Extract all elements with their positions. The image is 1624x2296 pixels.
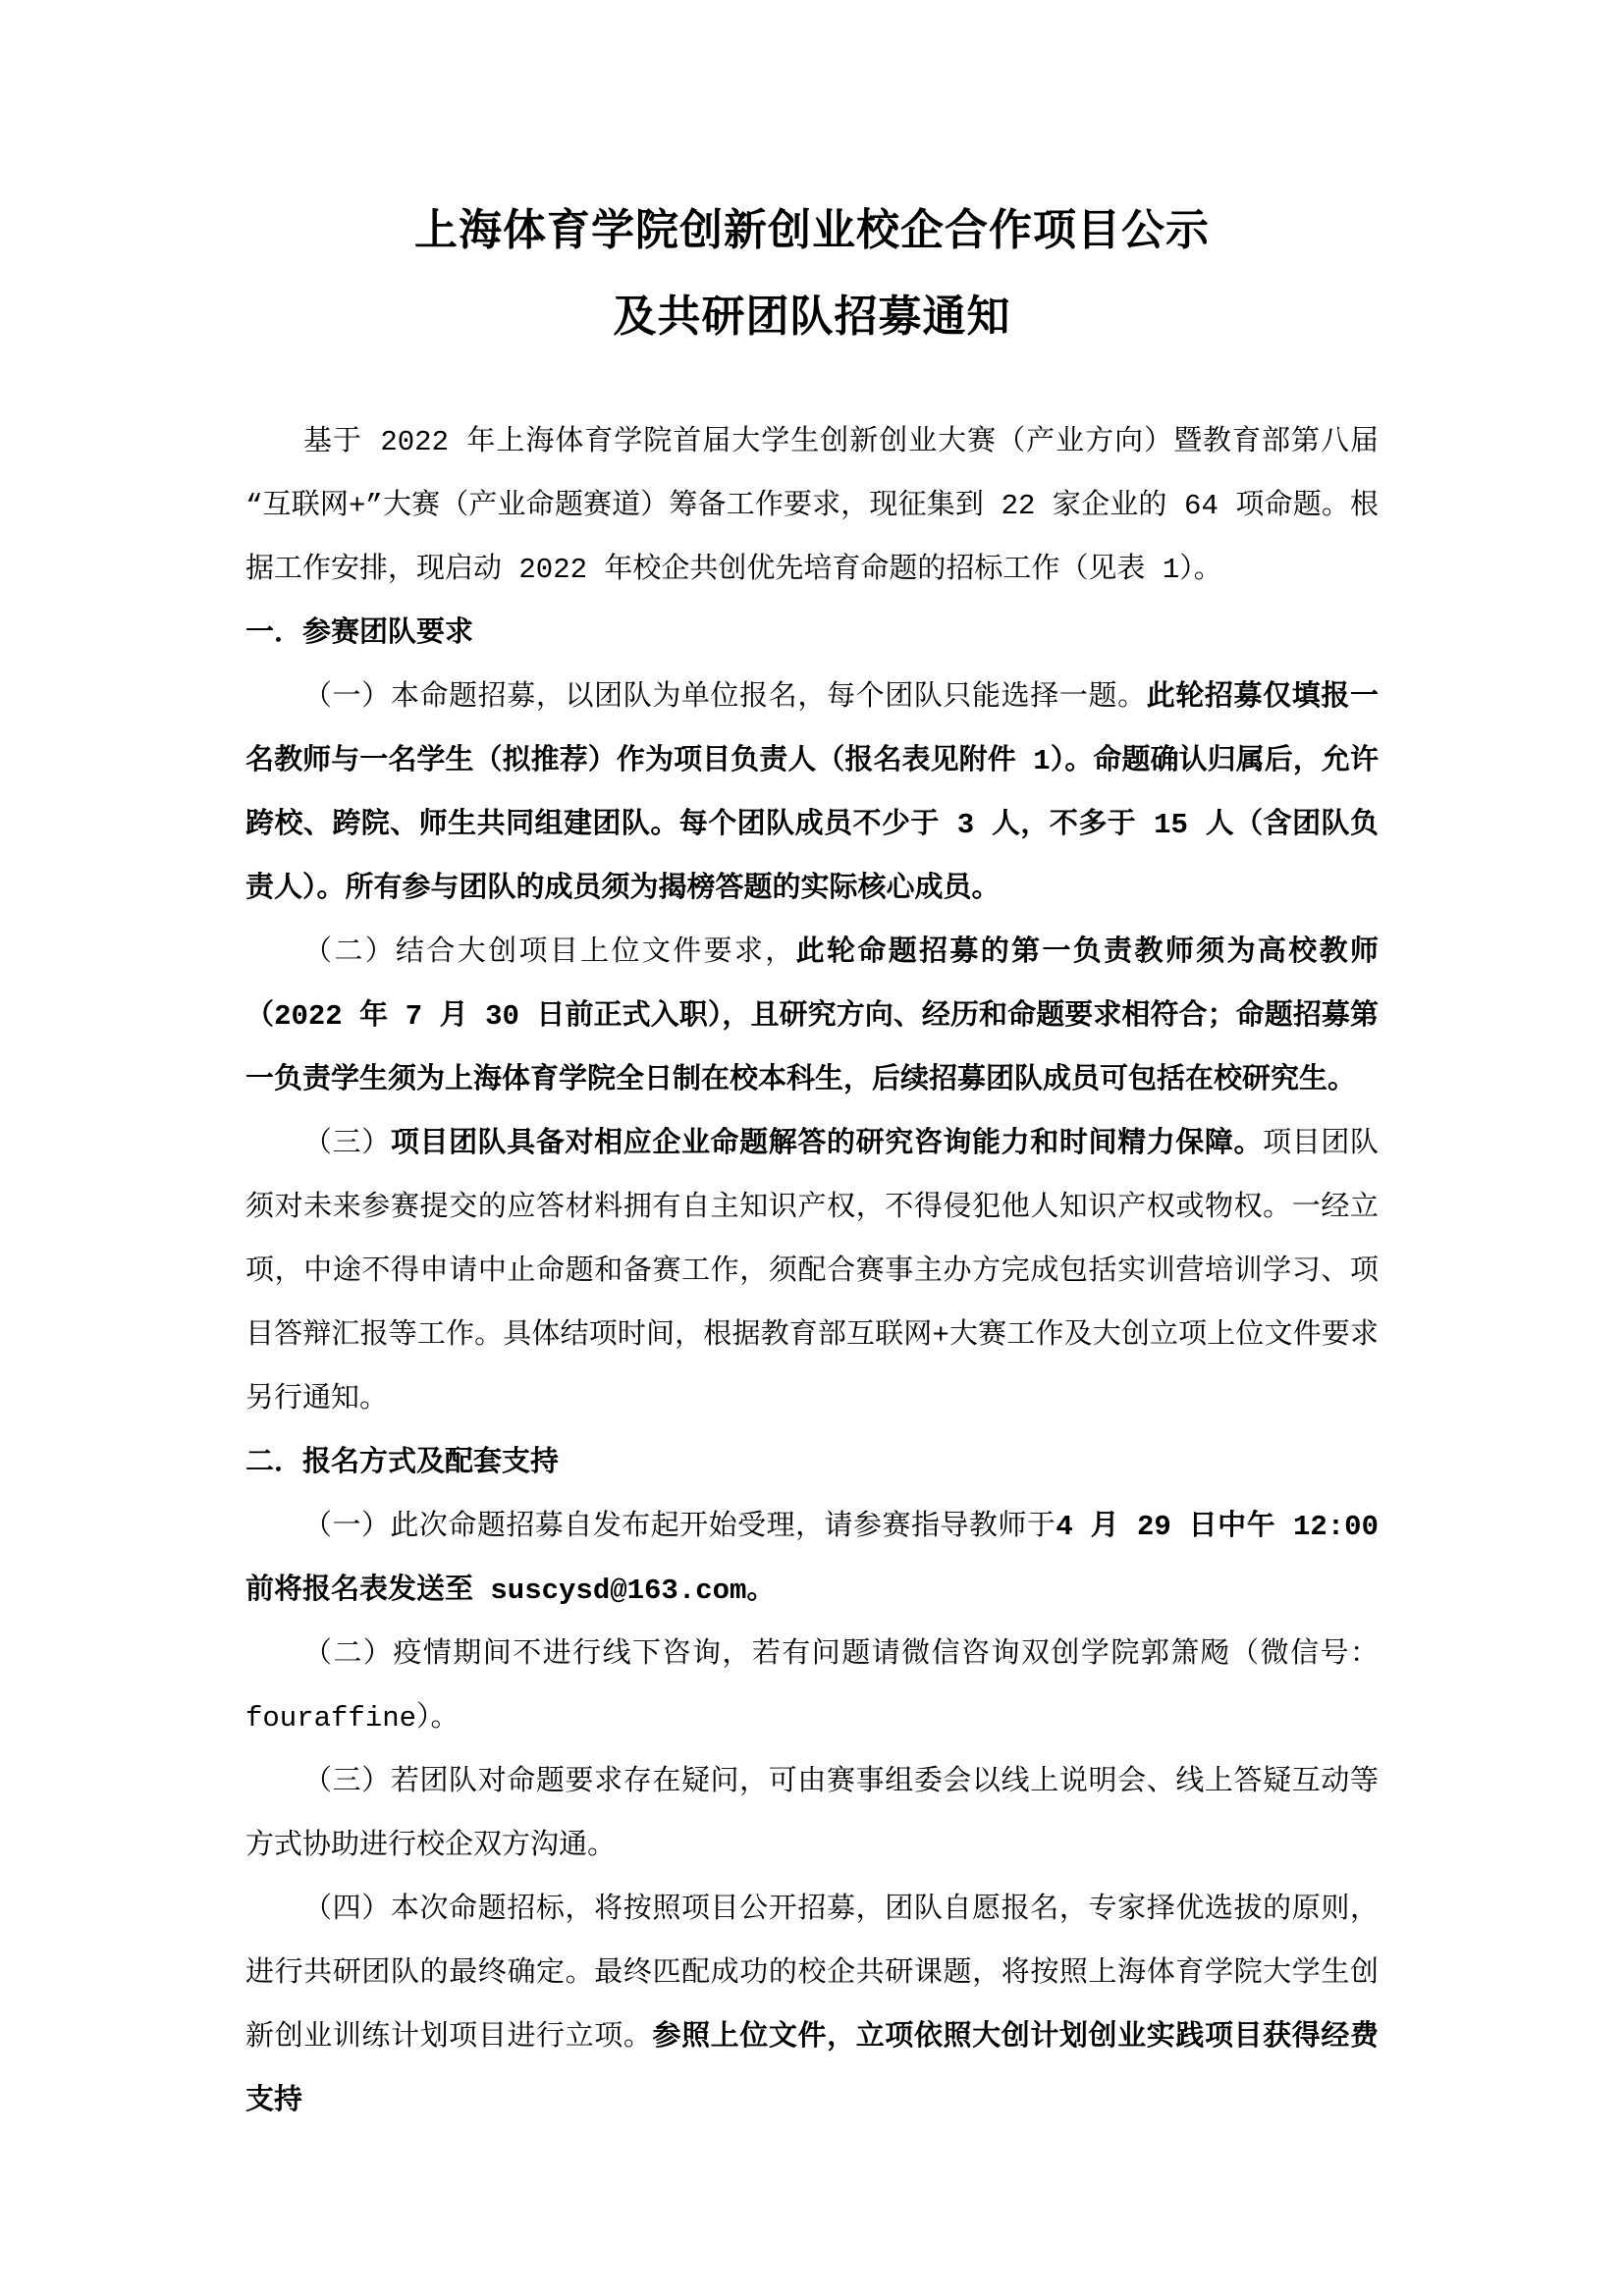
text-run: （二）结合大创项目上位文件要求， <box>303 936 796 969</box>
section-2-item-3 <box>245 1750 1379 1878</box>
section-2-item-1 <box>245 1495 1379 1623</box>
text-run: 项目团队须对未来参赛提交的应答材料拥有自主知识产权，不得侵犯他人知识产权或物权。一经立项，中途不得申请中止命题和备赛工作，须配合赛事主办方完成包括实训营培训学习、项目答辩汇报等工作。具体结项时间，根据教育部互联网+大赛工作及大创立项上位文件要求另行通知。 <box>245 1128 1379 1415</box>
section-1-heading: 一．参赛团队要求 <box>245 617 474 650</box>
text-run: （一）此次命题招募自发布起开始受理，请参赛指导教师于 <box>303 1511 1056 1543</box>
document-body <box>245 410 1379 2133</box>
text-run: 基于 2022 年上海体育学院首届大学生创新创业大赛（产业方向）暨教育部第八届“互联网+”大赛（产业命题赛道）筹备工作要求，现征集到 22 家企业的 64 项命题。根据工作安排，现启动 2022 年校企共创优先培育命题的招标工作（见表 1）。 <box>245 426 1379 586</box>
text-run-bold: 此轮命题招募的第一负责教师须为高校教师（2022 年 7 月 30 日前正式入职），且研究方向、经历和命题要求相符合；命题招募第一负责学生须为上海体育学院全日制在校本科生，后续招募团队成员可包括在校研究生。 <box>245 936 1379 1096</box>
text-run: （二）疫情期间不进行线下咨询，若有问题请微信咨询双创学院郭箫飏（微信号：fouraffine）。 <box>245 1638 1379 1735</box>
text-run: （一）本命题招募，以团队为单位报名，每个团队只能选择一题。 <box>303 681 1147 714</box>
section-1-item-3 <box>245 1112 1379 1431</box>
section-1-item-1 <box>245 666 1379 921</box>
text-run-bold: 此轮招募仅填报一名教师与一名学生（拟推荐）作为项目负责人（报名表见附件 1）。命题确认归属后，允许跨校、跨院、师生共同组建团队。每个团队成员不少于 3 人，不多于 15 人（含团队负责人）。所有参与团队的成员须为揭榜答题的实际核心成员。 <box>245 681 1379 905</box>
section-1-item-2 <box>245 921 1379 1112</box>
text-run: （三） <box>303 1128 391 1160</box>
text-run-bold: 4 月 29 日中午 12:00 前将报名表发送至 suscysd@163.com。 <box>245 1511 1379 1607</box>
document-title-line-2: 及共研团队招募通知 <box>613 295 1011 345</box>
section-2-item-4 <box>245 1878 1379 2133</box>
document-title-line-1: 上海体育学院创新创业校企合作项目公示 <box>414 209 1210 258</box>
text-run-bold: 参照上位文件，立项依照大创计划创业实践项目获得经费支持 <box>245 2021 1379 2117</box>
intro-paragraph <box>245 410 1379 602</box>
title-block <box>245 190 1379 363</box>
text-run-bold: 项目团队具备对相应企业命题解答的研究咨询能力和时间精力保障。 <box>390 1128 1264 1160</box>
section-2-heading: 二．报名方式及配套支持 <box>245 1447 560 1479</box>
text-run: （四）本次命题招标，将按照项目公开招募，团队自愿报名，专家择优选拔的原则，进行共研团队的最终确定。最终匹配成功的校企共研课题，将按照上海体育学院大学生创新创业训练计划项目进行立项。 <box>245 1894 1379 2054</box>
text-run: （三）若团队对命题要求存在疑问，可由赛事组委会以线上说明会、线上答疑互动等方式协助进行校企双方沟通。 <box>245 1766 1379 1862</box>
section-2-item-2 <box>245 1623 1379 1750</box>
